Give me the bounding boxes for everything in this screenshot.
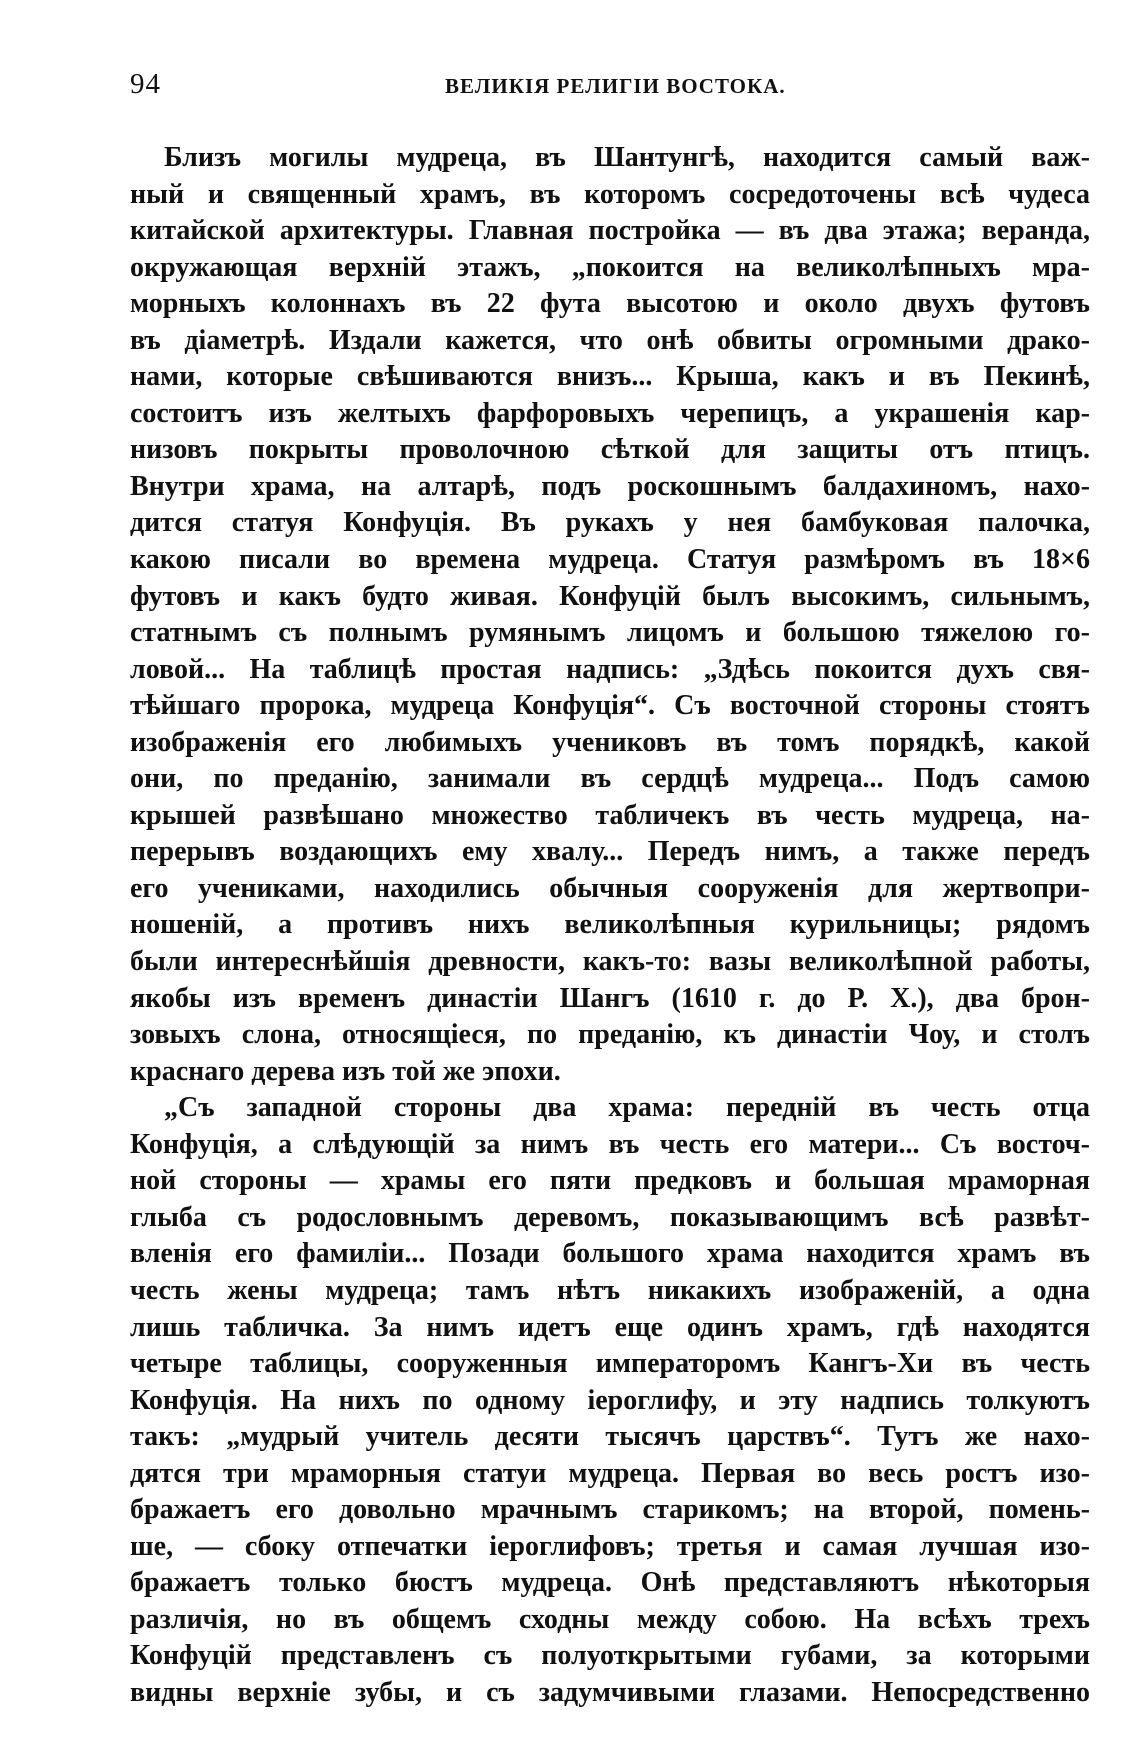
text-line: бражаетъ его довольно мрачнымъ старикомъ; на второй, помень- (130, 1494, 1090, 1526)
text-line: видны верхніе зубы, и съ задумчивыми глазами. Непосредственно (130, 1676, 1090, 1708)
text-line: Внутри храма, на алтарѣ, подъ роскошнымъ балдахиномъ, нахо- (130, 470, 1090, 502)
text-line: Конфуція, а слѣдующій за нимъ въ честь его матери... Съ восточ- (130, 1128, 1090, 1160)
text-line: ловой... На таблицѣ простая надпись: „Здѣсь покоится духъ свя- (130, 653, 1090, 685)
text-line: морныхъ колоннахъ въ 22 фута высотою и около двухъ футовъ (130, 288, 1090, 320)
text-line: низовъ покрыты проволочною сѣткой для защиты отъ птицъ. (130, 434, 1090, 466)
text-line: футовъ и какъ будто живая. Конфуцій былъ высокимъ, сильнымъ, (130, 580, 1090, 612)
text-line: они, по преданію, занимали въ сердцѣ мудреца... Подъ самою (130, 763, 1090, 795)
text-line: состоитъ изъ желтыхъ фарфоровыхъ черепицъ, а украшенія кар- (130, 397, 1090, 429)
text-line: какою писали во времена мудреца. Статуя размѣромъ въ 18×6 (130, 544, 1090, 576)
text-line: крышей развѣшано множество табличекъ въ честь мудреца, на- (130, 799, 1090, 831)
text-line: перерывъ воздающихъ ему хвалу... Передъ нимъ, а также передъ (130, 836, 1090, 868)
text-line: „Съ западной стороны два храма: передній въ честь отца (164, 1092, 1090, 1124)
text-line: окружающая верхній этажъ, „покоится на великолѣпныхъ мра- (130, 251, 1090, 283)
text-line: его учениками, находились обычныя сооруженія для жертвопри- (130, 872, 1090, 904)
text-line: были интереснѣйшія древности, какъ-то: вазы великолѣпной работы, (130, 946, 1090, 978)
page-number: 94 (130, 68, 161, 100)
running-title: ВЕЛИКІЯ РЕЛИГІИ ВОСТОКА. (445, 74, 786, 98)
text-line: лишь табличка. За нимъ идетъ еще одинъ храмъ, гдѣ находятся (130, 1311, 1090, 1343)
text-line: бражаетъ только бюстъ мудреца. Онѣ представляютъ нѣкоторыя (130, 1567, 1090, 1599)
text-line: зовыхъ слона, относящіеся, по преданію, къ династіи Чоу, и столъ (130, 1019, 1090, 1051)
page-header (130, 68, 1090, 108)
text-line: ной стороны — храмы его пяти предковъ и большая мраморная (130, 1165, 1090, 1197)
text-line: различія, но въ общемъ сходны между собою. На всѣхъ трехъ (130, 1603, 1090, 1635)
text-line: глыба съ родословнымъ деревомъ, показывающимъ всѣ развѣт- (130, 1201, 1090, 1233)
text-line: Конфуцій представленъ съ полуоткрытыми губами, за которыми (130, 1640, 1090, 1672)
text-line: четыре таблицы, сооруженныя императоромъ Кангъ-Хи въ честь (130, 1348, 1090, 1380)
text-line: изображенія его любимыхъ учениковъ въ томъ порядкѣ, какой (130, 726, 1090, 758)
text-line: нами, которые свѣшиваются внизъ... Крыша, какъ и въ Пекинѣ, (130, 361, 1090, 393)
text-line: статнымъ съ полнымъ румянымъ лицомъ и большою тяжелою го- (130, 617, 1090, 649)
text-line: якобы изъ временъ династіи Шангъ (1610 г. до Р. Х.), два брон- (130, 982, 1090, 1014)
text-line: краснаго дерева изъ той же эпохи. (130, 1055, 561, 1087)
text-line: ношеній, а противъ нихъ великолѣпныя курильницы; рядомъ (130, 909, 1090, 941)
text-line: Конфуція. На нихъ по одному іероглифу, и эту надпись толкуютъ (130, 1384, 1090, 1416)
text-line: Близъ могилы мудреца, въ Шантунгѣ, находится самый важ- (164, 142, 1090, 173)
text-line: ный и священный храмъ, въ которомъ сосредоточены всѣ чудеса (130, 178, 1090, 210)
text-line: тѣйшаго пророка, мудреца Конфуція“. Съ восточной стороны стоятъ (130, 690, 1090, 722)
text-line: вленія его фамиліи... Позади большого храма находится храмъ въ (130, 1238, 1090, 1270)
text-line: дится статуя Конфуція. Въ рукахъ у нея бамбуковая палочка, (130, 507, 1090, 539)
text-line: честь жены мудреца; тамъ нѣтъ никакихъ изображеній, а одна (130, 1274, 1090, 1306)
body-text (130, 140, 1090, 1712)
text-line: китайской архитектуры. Главная постройка — въ два этажа; веранда, (130, 215, 1090, 247)
paragraph-2 (130, 1090, 1090, 1711)
paragraph-1 (130, 140, 1090, 1090)
text-line: въ діаметрѣ. Издали кажется, что онѣ обвиты огромными драко- (130, 324, 1090, 356)
text-line: ше, — сбоку отпечатки іероглифовъ; третья и самая лучшая изо- (130, 1530, 1090, 1562)
text-line: дятся три мраморныя статуи мудреца. Первая во весь ростъ изо- (130, 1457, 1090, 1489)
text-line: такъ: „мудрый учитель десяти тысячъ царствъ“. Тутъ же нахо- (130, 1421, 1090, 1453)
